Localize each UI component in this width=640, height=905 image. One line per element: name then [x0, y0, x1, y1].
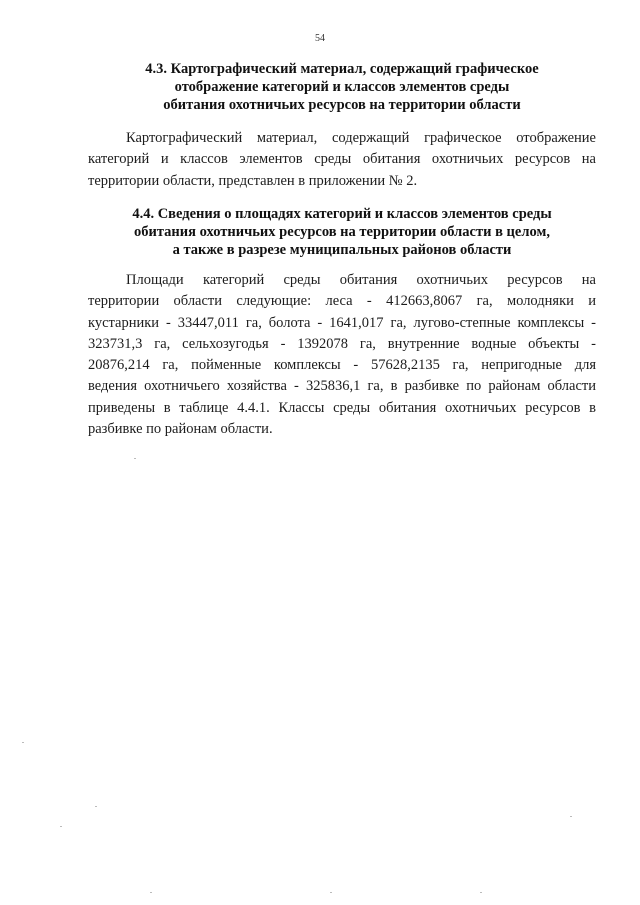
paragraph-line: территории области, представлен в приложении № 2.: [88, 172, 418, 189]
page-number: 54: [315, 33, 325, 44]
section-4-3-paragraph: [88, 128, 596, 192]
scan-speck: [60, 826, 62, 827]
heading-line: 4.3. Картографический материал, содержащий графическое: [145, 61, 539, 77]
scan-speck: [330, 892, 332, 893]
scan-speck: [22, 742, 24, 743]
scan-speck: [150, 892, 152, 893]
paragraph-line: территории области следующие: леса - 412663,8067 га, молодняки и: [88, 293, 596, 310]
paragraph-line: Картографический материал, содержащий графическое отображение: [126, 130, 596, 146]
paragraph-line: кустарники - 33447,011 га, болота - 1641,017 га, лугово-степные комплексы -: [88, 314, 596, 331]
heading-line: а также в разрезе муниципальных районов области: [172, 242, 512, 258]
scan-speck: [95, 806, 97, 807]
paragraph-line: категорий и классов элементов среды обитания охотничьих ресурсов на: [88, 151, 596, 168]
paragraph-line: 323731,3 га, сельхозугодья - 1392078 га, внутренние водные объекты -: [88, 335, 596, 352]
paragraph-line: 20876,214 га, пойменные комплексы - 57628,2135 га, непригодные для: [88, 357, 596, 374]
section-4-3-heading: [88, 60, 596, 114]
paragraph-line: ведения охотничьего хозяйства - 325836,1 га, в разбивке по районам области: [88, 378, 596, 395]
scan-speck: [134, 458, 136, 459]
paragraph-line: Площади категорий среды обитания охотничьих ресурсов на: [126, 272, 596, 288]
heading-line: отображение категорий и классов элементов среды: [174, 79, 510, 95]
paragraph-line: разбивке по районам области.: [88, 421, 273, 438]
heading-line: 4.4. Сведения о площадях категорий и классов элементов среды: [132, 206, 552, 222]
scan-speck: [570, 816, 572, 817]
section-4-4-paragraph: [88, 270, 596, 440]
section-4-4-heading: [88, 205, 596, 259]
heading-line: обитания охотничьих ресурсов на территории области: [163, 97, 521, 113]
paragraph-line: приведены в таблице 4.4.1. Классы среды обитания охотничьих ресурсов в: [88, 399, 596, 416]
scan-speck: [480, 892, 482, 893]
heading-line: обитания охотничьих ресурсов на территории области в целом,: [134, 224, 550, 240]
